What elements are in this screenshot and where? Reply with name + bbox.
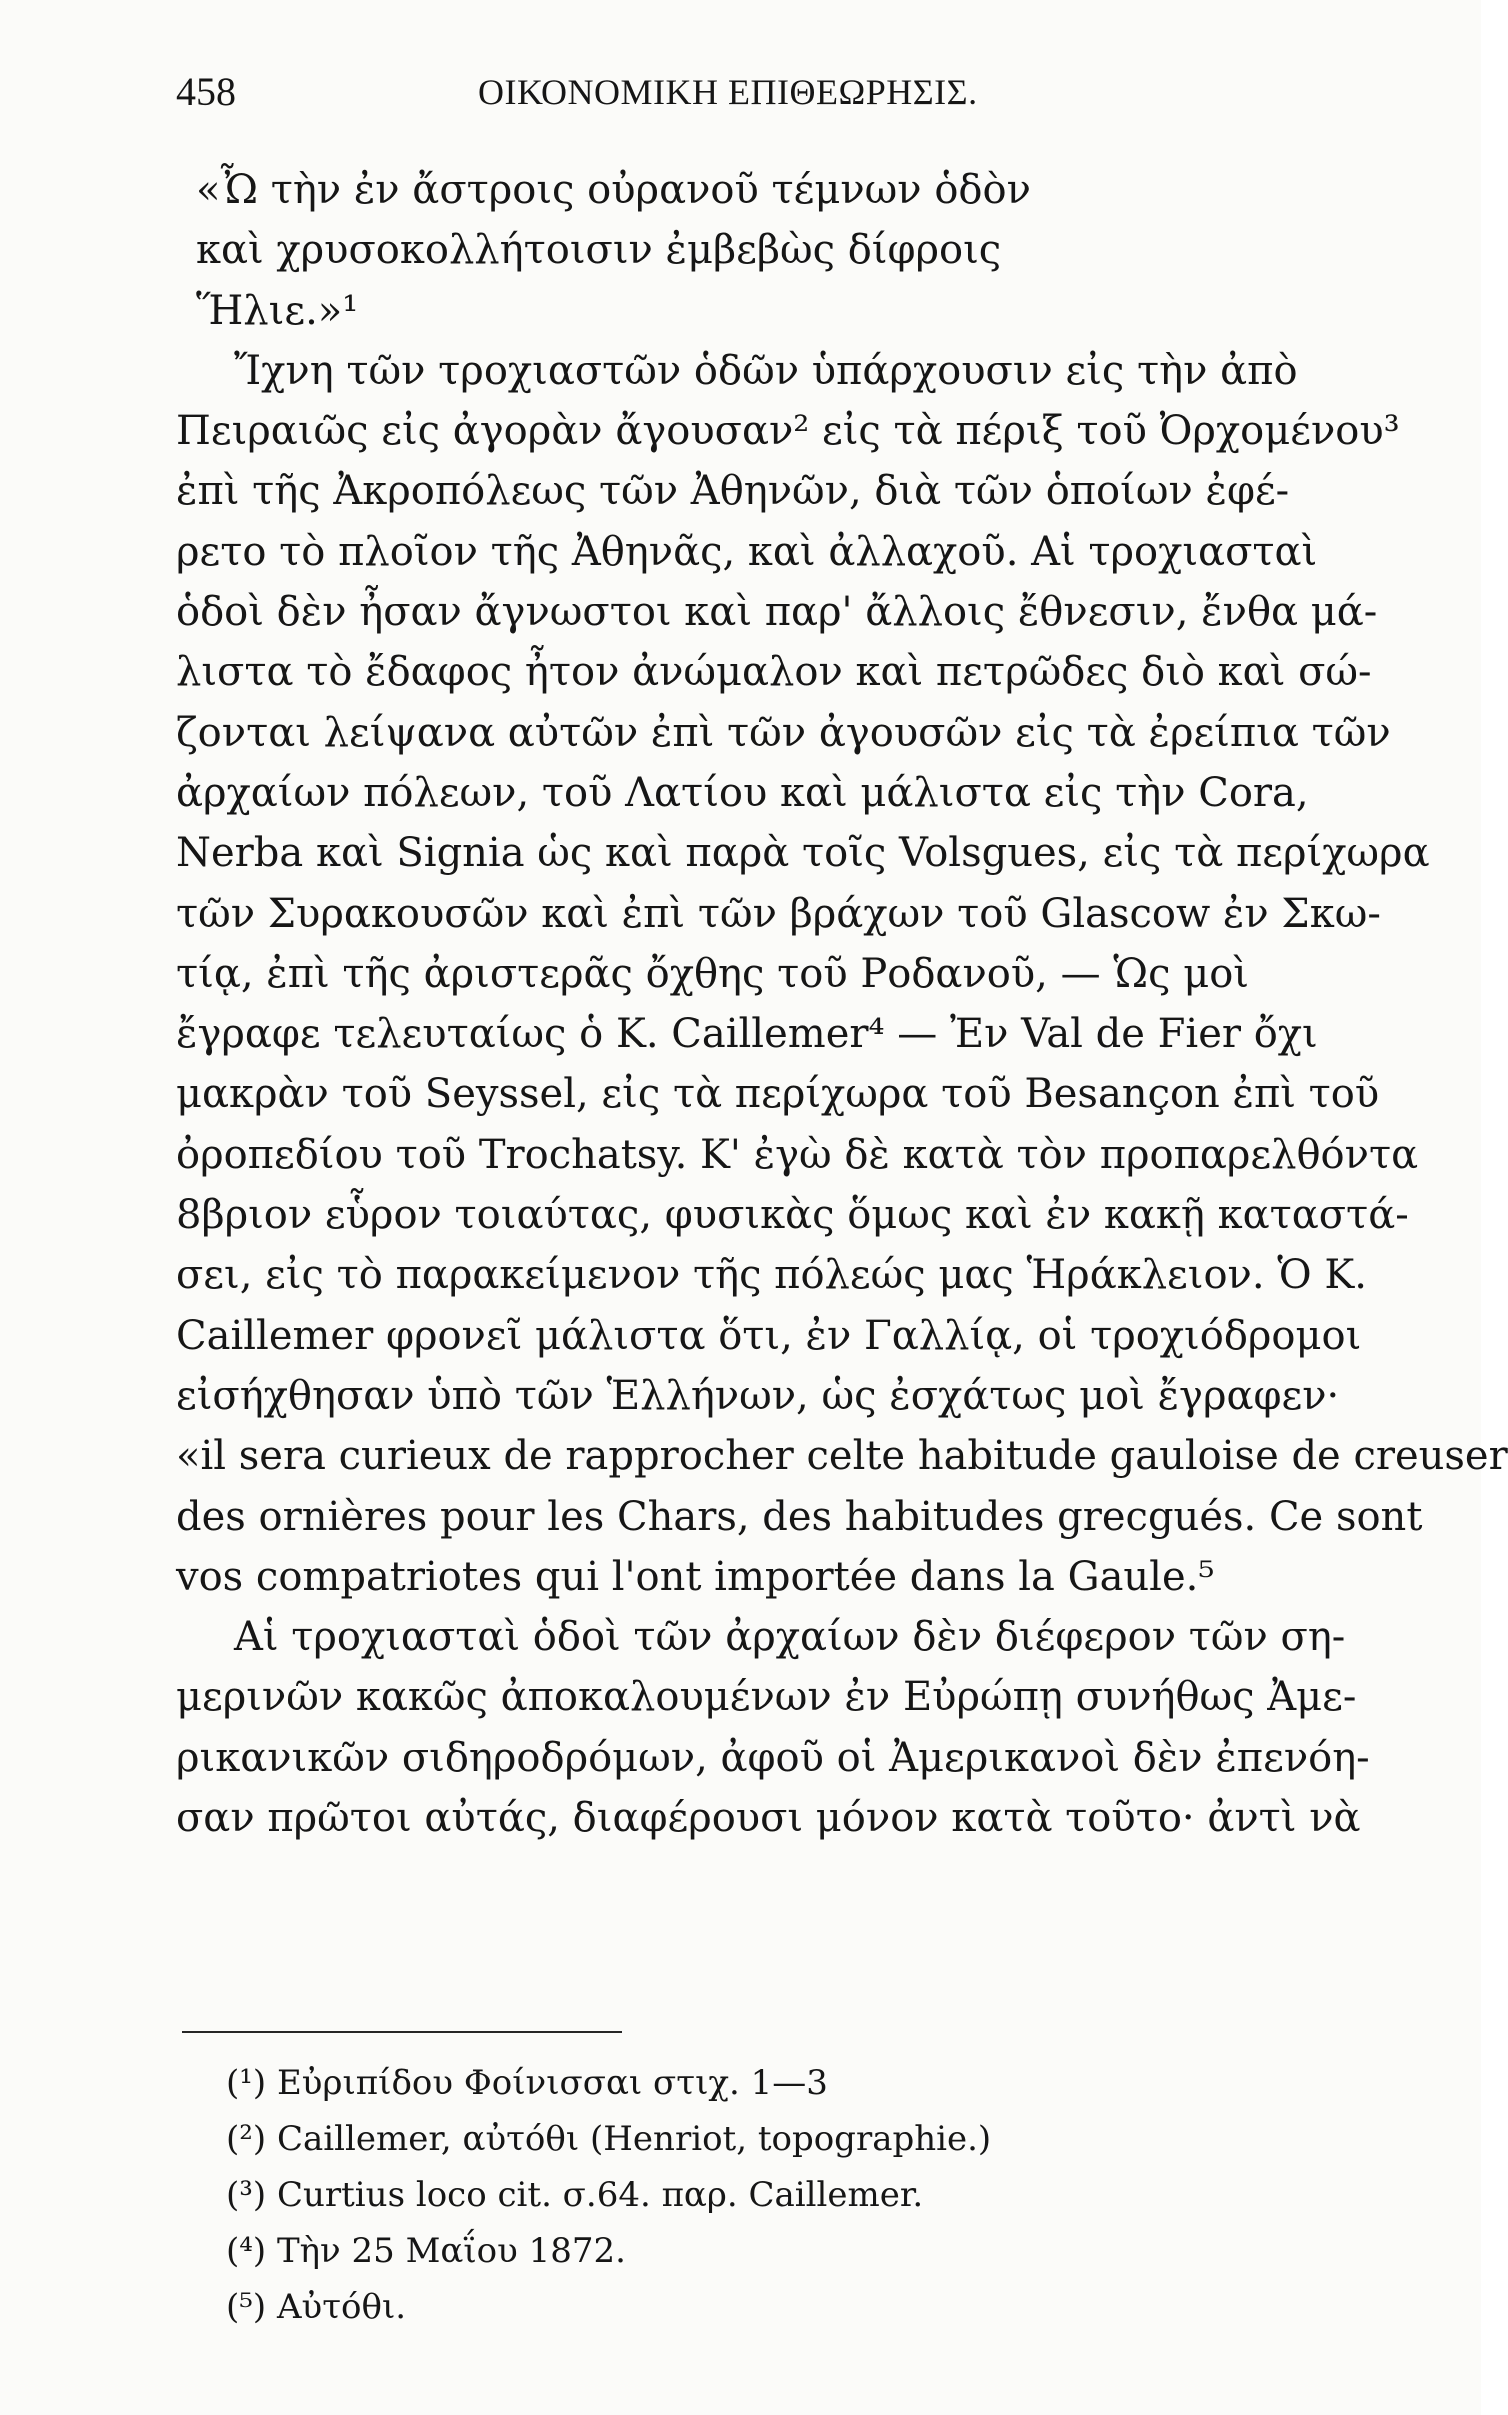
footnote: (⁵) Αὐτόθι. <box>226 2287 407 2327</box>
text-line: «il sera curieux de rapprocher celte habitude gauloise de creuser <box>176 1433 1508 1480</box>
text-line: ἔγραφε τελευταίως ὁ Κ. Caillemer⁴ — Ἐν Val de Fier ὄχι <box>176 1011 1318 1058</box>
running-title: ΟΙΚΟΝΟΜΙΚΗ ΕΠΙΘΕΩΡΗΣΙΣ. <box>478 72 978 112</box>
text-line: Ἴχνη τῶν τροχιαστῶν ὁδῶν ὑπάρχουσιν εἰς τὴν ἀπὸ <box>234 347 1298 394</box>
text-line: σαν πρῶτοι αὐτάς, διαφέρουσι μόνον κατὰ τοῦτο· ἀντὶ νὰ <box>176 1795 1361 1842</box>
text-line: Nerba καὶ Signia ὡς καὶ παρὰ τοῖς Volsgues, εἰς τὰ περίχωρα <box>176 830 1430 877</box>
text-line: σει, εἰς τὸ παρακείμενον τῆς πόλεώς μας Ἡράκλειον. Ὁ Κ. <box>176 1252 1367 1299</box>
text-line: ἐπὶ τῆς Ἀκροπόλεως τῶν Ἀθηνῶν, διὰ τῶν ὁποίων ἐφέ- <box>176 468 1290 515</box>
text-line: «Ὦ τὴν ἐν ἄστροις οὐρανοῦ τέμνων ὁδὸν <box>196 167 1031 213</box>
text-line: ἀρχαίων πόλεων, τοῦ Λατίου καὶ μάλιστα εἰς τὴν Cora, <box>176 769 1309 816</box>
footnote: (²) Caillemer, αὐτόθι (Henriot, topographie.) <box>226 2119 992 2159</box>
text-line: μερινῶν κακῶς ἀποκαλουμένων ἐν Εὐρώπῃ συνήθως Ἀμε- <box>176 1674 1357 1721</box>
text-line: Ἥλιε.»¹ <box>196 287 359 334</box>
footnotes <box>226 2055 1286 2335</box>
text-line: Caillemer φρονεῖ μάλιστα ὅτι, ἐν Γαλλίᾳ, οἱ τροχιόδρομοι <box>176 1312 1362 1359</box>
text-line: vos compatriotes qui l'ont importée dans la Gaule.⁵ <box>176 1553 1215 1600</box>
text-line: ζονται λείψανα αὐτῶν ἐπὶ τῶν ἀγουσῶν εἰς τὰ ἐρείπια τῶν <box>176 709 1391 756</box>
page-number: 458 <box>176 69 236 114</box>
text-line: Αἱ τροχιασταὶ ὁδοὶ τῶν ἀρχαίων δὲν διέφερον τῶν ση- <box>234 1614 1346 1661</box>
text-line: 8βριον εὗρον τοιαύτας, φυσικὰς ὅμως καὶ ἐν κακῇ καταστά- <box>176 1192 1409 1239</box>
text-line: λιστα τὸ ἔδαφος ἦτον ἀνώμαλον καὶ πετρῶδες διὸ καὶ σώ- <box>176 649 1372 696</box>
text-line: des ornières pour les Chars, des habitudes grecgués. Ce sont <box>176 1493 1423 1540</box>
text-line: τίᾳ, ἐπὶ τῆς ἀριστερᾶς ὄχθης τοῦ Ροδανοῦ, — Ὡς μοὶ <box>176 950 1249 997</box>
footnote: (⁴) Τὴν 25 Μαΐου 1872. <box>226 2231 626 2271</box>
text-line: ρικανικῶν σιδηροδρόμων, ἀφοῦ οἱ Ἀμερικανοὶ δὲν ἐπενόη- <box>176 1734 1370 1781</box>
footnote-divider <box>182 2031 622 2033</box>
text-line: μακρὰν τοῦ Seyssel, εἰς τὰ περίχωρα τοῦ Besançon ἐπὶ τοῦ <box>176 1071 1380 1118</box>
text-line: καὶ χρυσοκολλήτοισιν ἐμβεβὼς δίφροις <box>196 227 1002 274</box>
text-line: τῶν Συρακουσῶν καὶ ἐπὶ τῶν βράχων τοῦ Glascow ἐν Σκω- <box>176 890 1381 937</box>
body-text <box>176 160 1508 1848</box>
footnote: (³) Curtius loco cit. σ.64. παρ. Caillemer. <box>226 2175 924 2215</box>
text-line: ὀροπεδίου τοῦ Trochatsy. Κ' ἐγὼ δὲ κατὰ τὸν προπαρελθόντα <box>176 1131 1419 1178</box>
text-line: ρετο τὸ πλοῖον τῆς Ἀθηνᾶς, καὶ ἀλλαχοῦ. Αἱ τροχιασταὶ <box>176 528 1318 575</box>
text-line: εἰσήχθησαν ὑπὸ τῶν Ἑλλήνων, ὡς ἐσχάτως μοὶ ἔγραφεν· <box>176 1372 1340 1419</box>
text-line: Πειραιῶς εἰς ἀγορὰν ἄγουσαν² εἰς τὰ πέριξ τοῦ Ὀρχομένου³ <box>176 408 1400 455</box>
page-header <box>176 62 1326 122</box>
text-line: ὁδοὶ δὲν ἦσαν ἄγνωστοι καὶ παρ' ἄλλοις ἔθνεσιν, ἔνθα μά- <box>176 589 1378 636</box>
footnote: (¹) Εὐριπίδου Φοίνισσαι στιχ. 1—3 <box>226 2063 828 2103</box>
